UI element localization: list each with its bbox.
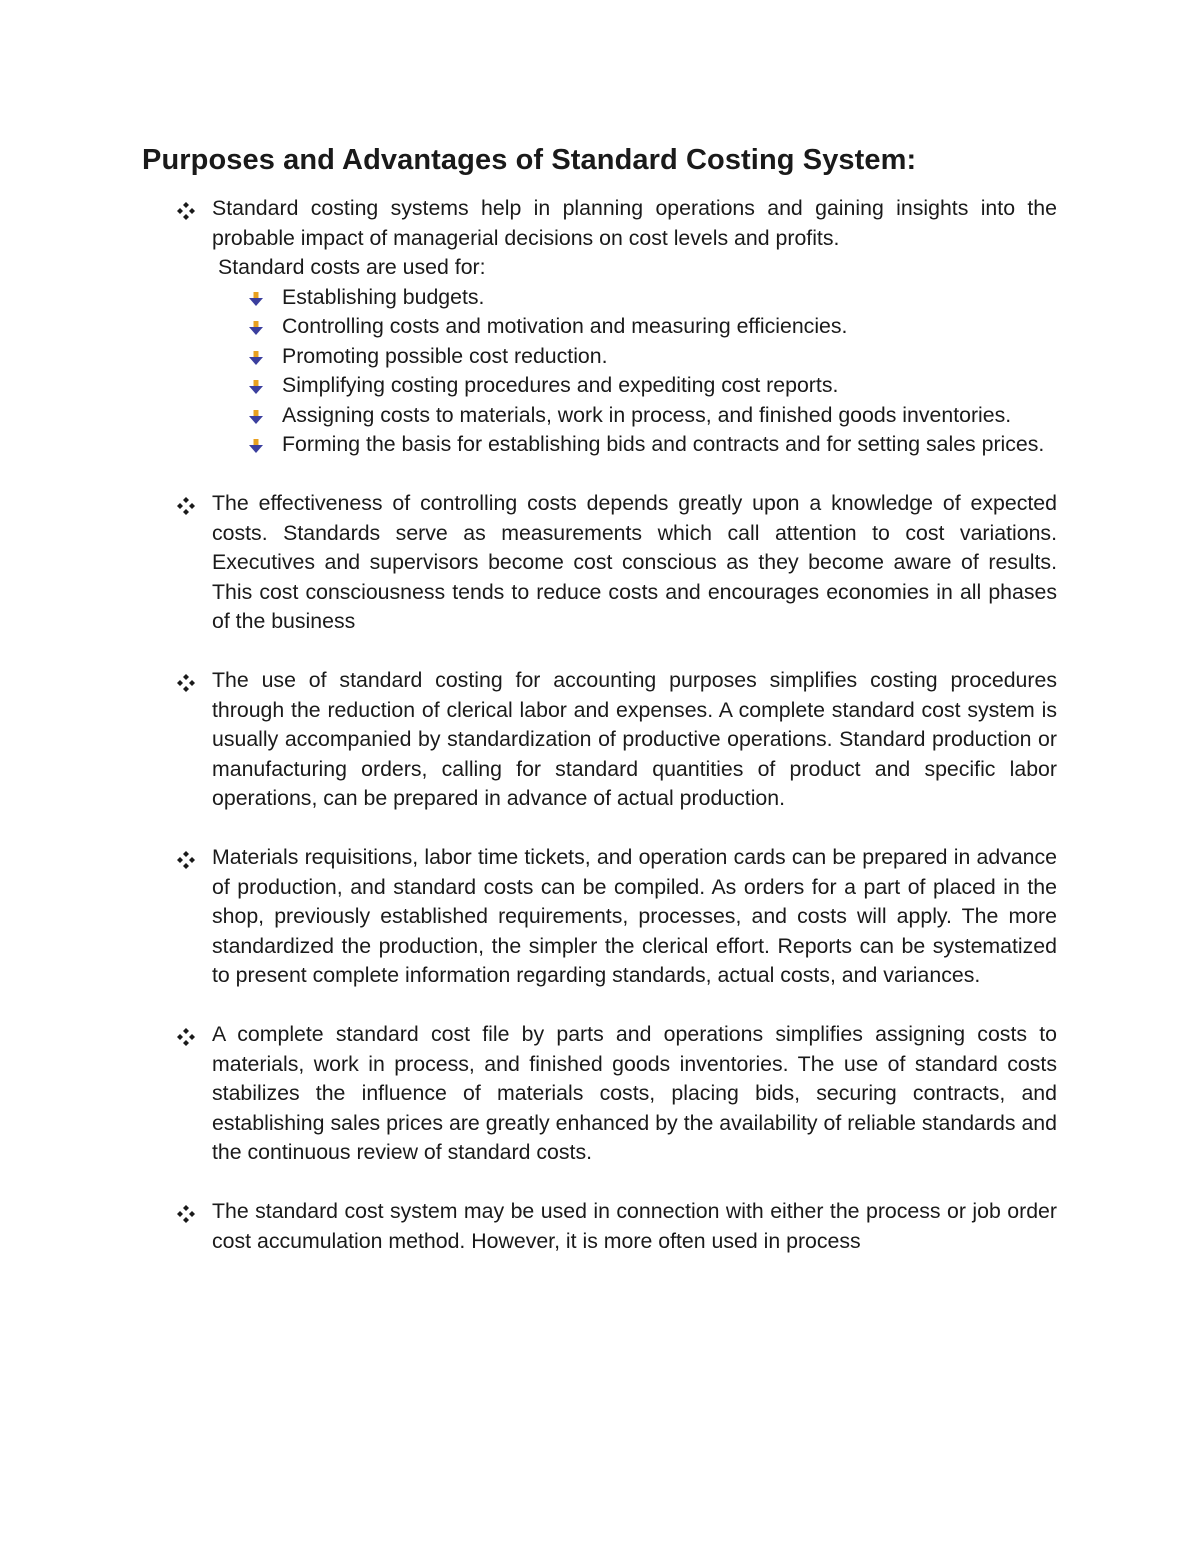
down-arrow-bullet-icon: [248, 291, 264, 307]
page-title: Purposes and Advantages of Standard Costing System:: [142, 144, 917, 176]
sub-bullet-text: Forming the basis for establishing bids and contracts and for setting sales prices.: [282, 432, 1045, 456]
down-arrow-bullet-icon: [248, 438, 264, 454]
bullet-item: [0, 194, 1200, 460]
sub-bullet-item: [0, 401, 1200, 431]
bullet-text: Materials requisitions, labor time tickets, and operation cards can be prepared in advance of production, and standard costs can be compiled. As orders for a part of placed in the shop, previously established requirements, processes, and costs will apply. The more standardized the production, the simpler the clerical effort. Reports can be systematized to present complete information regarding standards, actual costs, and variances.: [212, 845, 1057, 987]
bullet-text: A complete standard cost file by parts and operations simplifies assigning costs to materials, work in process, and finished goods inventories. The use of standard costs stabilizes the influence of materials costs, placing bids, securing contracts, and establishing sales prices are greatly enhanced by the availability of reliable standards and the continuous review of standard costs.: [212, 1022, 1057, 1164]
four-diamond-bullet-icon: [176, 201, 196, 221]
bullet-item: [0, 489, 1200, 637]
sub-bullet-item: [0, 283, 1200, 313]
sub-bullet-text: Simplifying costing procedures and expediting cost reports.: [282, 373, 839, 397]
bullet-item: [0, 843, 1200, 991]
down-arrow-bullet-icon: [248, 409, 264, 425]
sublist-intro: Standard costs are used for:: [218, 255, 486, 279]
bullet-item: [0, 666, 1200, 814]
sub-bullet-item: [0, 371, 1200, 401]
bullet-list: [0, 194, 1200, 1286]
down-arrow-bullet-icon: [248, 320, 264, 336]
sub-bullet-item: [0, 430, 1200, 460]
four-diamond-bullet-icon: [176, 496, 196, 516]
four-diamond-bullet-icon: [176, 1204, 196, 1224]
bullet-text: The effectiveness of controlling costs depends greatly upon a knowledge of expected costs. Standards serve as measurements which call attention to cost variations. Executives and supervisors become cost conscious as they become aware of results. This cost consciousness tends to reduce costs and encourages economies in all phases of the business: [212, 491, 1057, 633]
bullet-item: [0, 1197, 1200, 1256]
bullet-text: The standard cost system may be used in connection with either the process or job order cost accumulation method. However, it is more often used in process: [212, 1199, 1057, 1253]
down-arrow-bullet-icon: [248, 379, 264, 395]
bullet-text: Standard costing systems help in planning operations and gaining insights into the probable impact of managerial decisions on cost levels and profits.: [212, 196, 1057, 250]
four-diamond-bullet-icon: [176, 673, 196, 693]
sub-bullet-text: Controlling costs and motivation and measuring efficiencies.: [282, 314, 848, 338]
sub-bullet-text: Establishing budgets.: [282, 284, 485, 309]
four-diamond-bullet-icon: [176, 1027, 196, 1047]
sub-bullet-text: Promoting possible cost reduction.: [282, 343, 608, 368]
bullet-item: [0, 1020, 1200, 1168]
down-arrow-bullet-icon: [248, 350, 264, 366]
sub-bullet-list: [0, 283, 1200, 460]
sub-bullet-text: Assigning costs to materials, work in process, and finished goods inventories.: [282, 402, 1012, 427]
bullet-text: The use of standard costing for accounting purposes simplifies costing procedures through the reduction of clerical labor and expenses. A complete standard cost system is usually accompanied by standardization of productive operations. Standard production or manufacturing orders, calling for standard quantities of product and specific labor operations, can be prepared in advance of actual production.: [212, 668, 1057, 810]
four-diamond-bullet-icon: [176, 850, 196, 870]
sub-bullet-item: [0, 312, 1200, 342]
sub-bullet-item: [0, 342, 1200, 372]
